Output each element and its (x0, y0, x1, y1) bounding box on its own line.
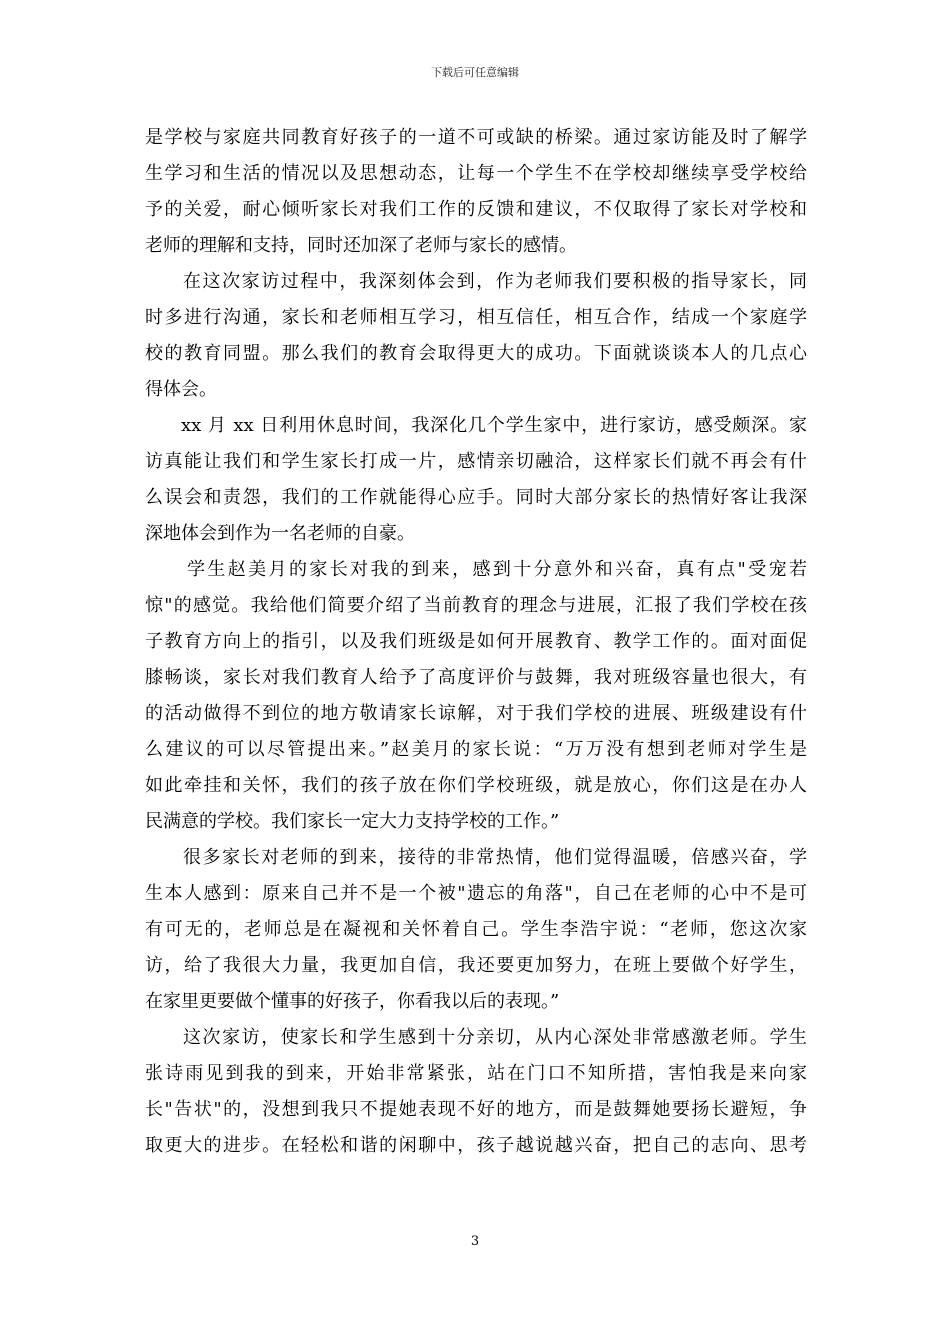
text-line: 学生赵美月的家长对我的到来，感到十分意外和兴奋，真有点"受宠若 (187, 559, 807, 580)
paragraph-4 (145, 552, 807, 840)
text-line: 生本人感到：原来自己并不是一个被"遗忘的角落"，自己在老师的心中不是可 (145, 883, 807, 904)
text-line: 在家里更要做个懂事的好孩子，你看我以后的表现。” (145, 991, 560, 1012)
text-line: 深地体会到作为一名老师的自豪。 (145, 523, 415, 544)
text-line: xx 月 xx 日利用休息时间，我深化几个学生家中，进行家访，感受颇深。家 (181, 415, 807, 436)
text-line: 惊"的感觉。我给他们简要介绍了当前教育的理念与进展，汇报了我们学校在孩 (145, 595, 807, 616)
text-line: 校的教育同盟。那么我们的教育会取得更大的成功。下面就谈谈本人的几点心 (145, 343, 807, 364)
text-line: 在这次家访过程中，我深刻体会到，作为老师我们要积极的指导家长，同 (183, 271, 807, 292)
paragraph-1 (145, 120, 807, 264)
page-number: 3 (470, 1234, 480, 1249)
text-line: 么误会和责怨，我们的工作就能得心应手。同时大部分家长的热情好客让我深 (145, 487, 807, 508)
body-text (145, 120, 807, 1164)
text-line: 很多家长对老师的到来，接待的非常热情，他们觉得温暖，倍感兴奋，学 (183, 847, 807, 868)
text-line: 这次家访，使家长和学生感到十分亲切，从内心深处非常感激老师。学生 (183, 1027, 807, 1048)
text-line: 么建议的可以尽管提出来。”赵美月的家长说：“万万没有想到老师对学生是 (145, 739, 807, 760)
text-line: 访真能让我们和学生家长打成一片，感情亲切融洽，这样家长们就不再会有什 (145, 451, 807, 472)
text-line: 访，给了我很大力量，我更加自信，我还要更加努力，在班上要做个好学生， (145, 955, 807, 976)
text-line: 长"告状"的，没想到我只不提她表现不好的地方，而是鼓舞她要扬长避短，争 (145, 1099, 807, 1120)
text-line: 取更大的进步。在轻松和谐的闲聊中，孩子越说越兴奋，把自己的志向、思考 (145, 1135, 807, 1156)
text-line: 予的关爱，耐心倾听家长对我们工作的反馈和建议，不仅取得了家长对学校和 (145, 199, 807, 220)
text-line: 民满意的学校。我们家长一定大力支持学校的工作。” (145, 811, 560, 832)
text-line: 生学习和生活的情况以及思想动态，让每一个学生不在学校却继续享受学校给 (145, 163, 807, 184)
text-line: 子教育方向上的指引，以及我们班级是如何开展教育、教学工作的。面对面促 (145, 631, 807, 652)
text-line: 张诗雨见到我的到来，开始非常紧张，站在门口不知所措，害怕我是来向家 (145, 1063, 807, 1084)
paragraph-6 (145, 1020, 807, 1164)
paragraph-2 (145, 264, 807, 408)
text-line: 得体会。 (145, 379, 217, 400)
paragraph-5 (145, 840, 807, 1020)
paragraph-3 (145, 408, 807, 552)
text-line: 如此牵挂和关怀，我们的孩子放在你们学校班级，就是放心，你们这是在办人 (145, 775, 807, 796)
text-line: 膝畅谈，家长对我们教育人给予了高度评价与鼓舞，我对班级容量也很大，有 (145, 667, 807, 688)
text-line: 的活动做得不到位的地方敬请家长谅解，对于我们学校的进展、班级建设有什 (145, 703, 807, 724)
text-line: 是学校与家庭共同教育好孩子的一道不可或缺的桥梁。通过家访能及时了解学 (145, 127, 807, 148)
page-header: 下载后可任意编辑 (431, 66, 519, 79)
text-line: 时多进行沟通，家长和老师相互学习，相互信任，相互合作，结成一个家庭学 (145, 307, 807, 328)
text-line: 有可无的，老师总是在凝视和关怀着自己。学生李浩宇说：“老师，您这次家 (145, 919, 807, 940)
text-line: 老师的理解和支持，同时还加深了老师与家长的感情。 (145, 235, 577, 256)
